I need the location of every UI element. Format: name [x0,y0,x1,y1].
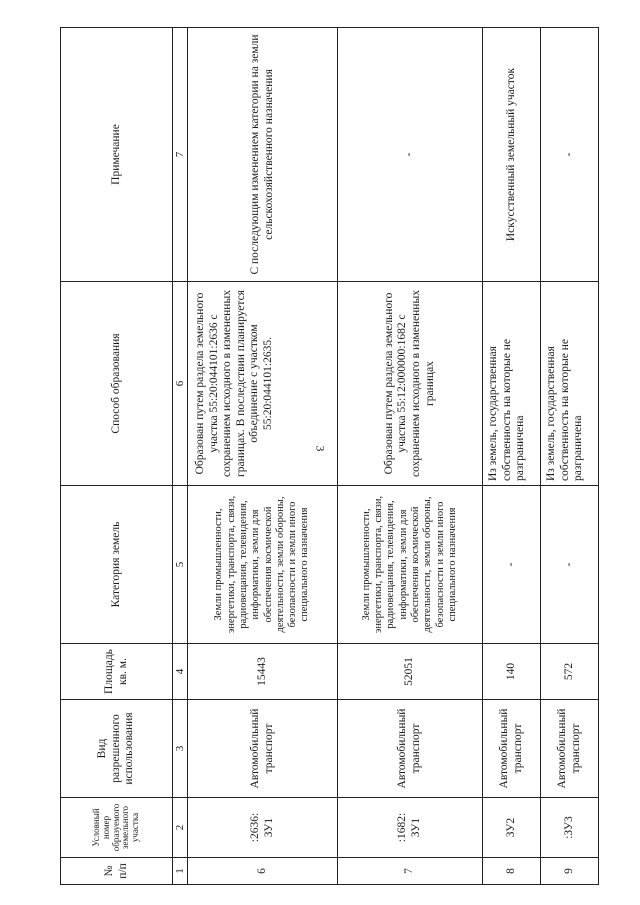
row-num: 6 [188,858,338,885]
header-row [61,28,173,885]
row-area: 52051 [338,644,483,700]
header-formation-method: Способ образования [61,282,173,486]
row-note: - [541,28,599,282]
row-parcel: :2636: ЗУ1 [188,798,338,858]
row-category: Земли промышленности, энергетики, транспорта, связи, радиовещания, телевидения, информатики, земли для обеспечения космической деятельности, земли обороны, безопасности и земли иного специального назначения [338,486,483,644]
row-category: Земли промышленности, энергетики, транспорта, связи, радиовещания, телевидения, информатики, земли для обеспечения космической деятельности, земли обороны, безопасности и земли иного специального назначения [188,486,338,644]
table-row [483,28,541,885]
row-num: 8 [483,858,541,885]
row-use: Автомобильный транспорт [188,700,338,798]
row-area: 572 [541,644,599,700]
column-number: 7 [173,28,188,282]
row-method: Из земель, государственная собственность на которые не разграничена [483,282,541,486]
header-permitted-use: Вид разрешенного использования [61,700,173,798]
rotated-page [60,28,597,885]
land-parcels-table [60,27,599,885]
row-parcel: :1682: ЗУ1 [338,798,483,858]
row-use: Автомобильный транспорт [338,700,483,798]
column-number: 5 [173,486,188,644]
row-use: Автомобильный транспорт [483,700,541,798]
row-method: Образован путем раздела земельного участка 55:20:044101:2636 с сохранением исходного в измененных границах. В последствии планируется объединение с участком 55:20:044101:2635. [188,282,338,486]
table-row [188,28,338,885]
header-land-category: Категория земель [61,486,173,644]
row-category: - [483,486,541,644]
header-area: Площадь кв. м. [61,644,173,700]
column-number: 3 [173,700,188,798]
column-numbers-row [173,28,188,885]
column-number: 2 [173,798,188,858]
column-number: 4 [173,644,188,700]
row-method: Из земель, государственная собственность на которые не разграничена [541,282,599,486]
row-num: 9 [541,858,599,885]
row-area: 140 [483,644,541,700]
header-num: № п/п [61,858,173,885]
page-number: 3 [313,445,328,452]
row-area: 15443 [188,644,338,700]
column-number: 6 [173,282,188,486]
row-parcel: :ЗУ3 [541,798,599,858]
row-note: Искусственный земельный участок [483,28,541,282]
row-note: С последующим изменением категории на земли сельскохозяйственного назначения [188,28,338,282]
row-method: Образован путем раздела земельного участка 55:12:000000:1682 с сохранением исходного в измененных границах [338,282,483,486]
row-num: 7 [338,858,483,885]
row-use: Автомобильный транспорт [541,700,599,798]
row-note: - [338,28,483,282]
header-parcel-number: Условный номер образуемого земельного участка [61,798,173,858]
column-number: 1 [173,858,188,885]
row-category: - [541,486,599,644]
table-row [338,28,483,885]
table-row [541,28,599,885]
row-parcel: ЗУ2 [483,798,541,858]
document-scan [60,28,597,885]
header-note: Примечание [61,28,173,282]
